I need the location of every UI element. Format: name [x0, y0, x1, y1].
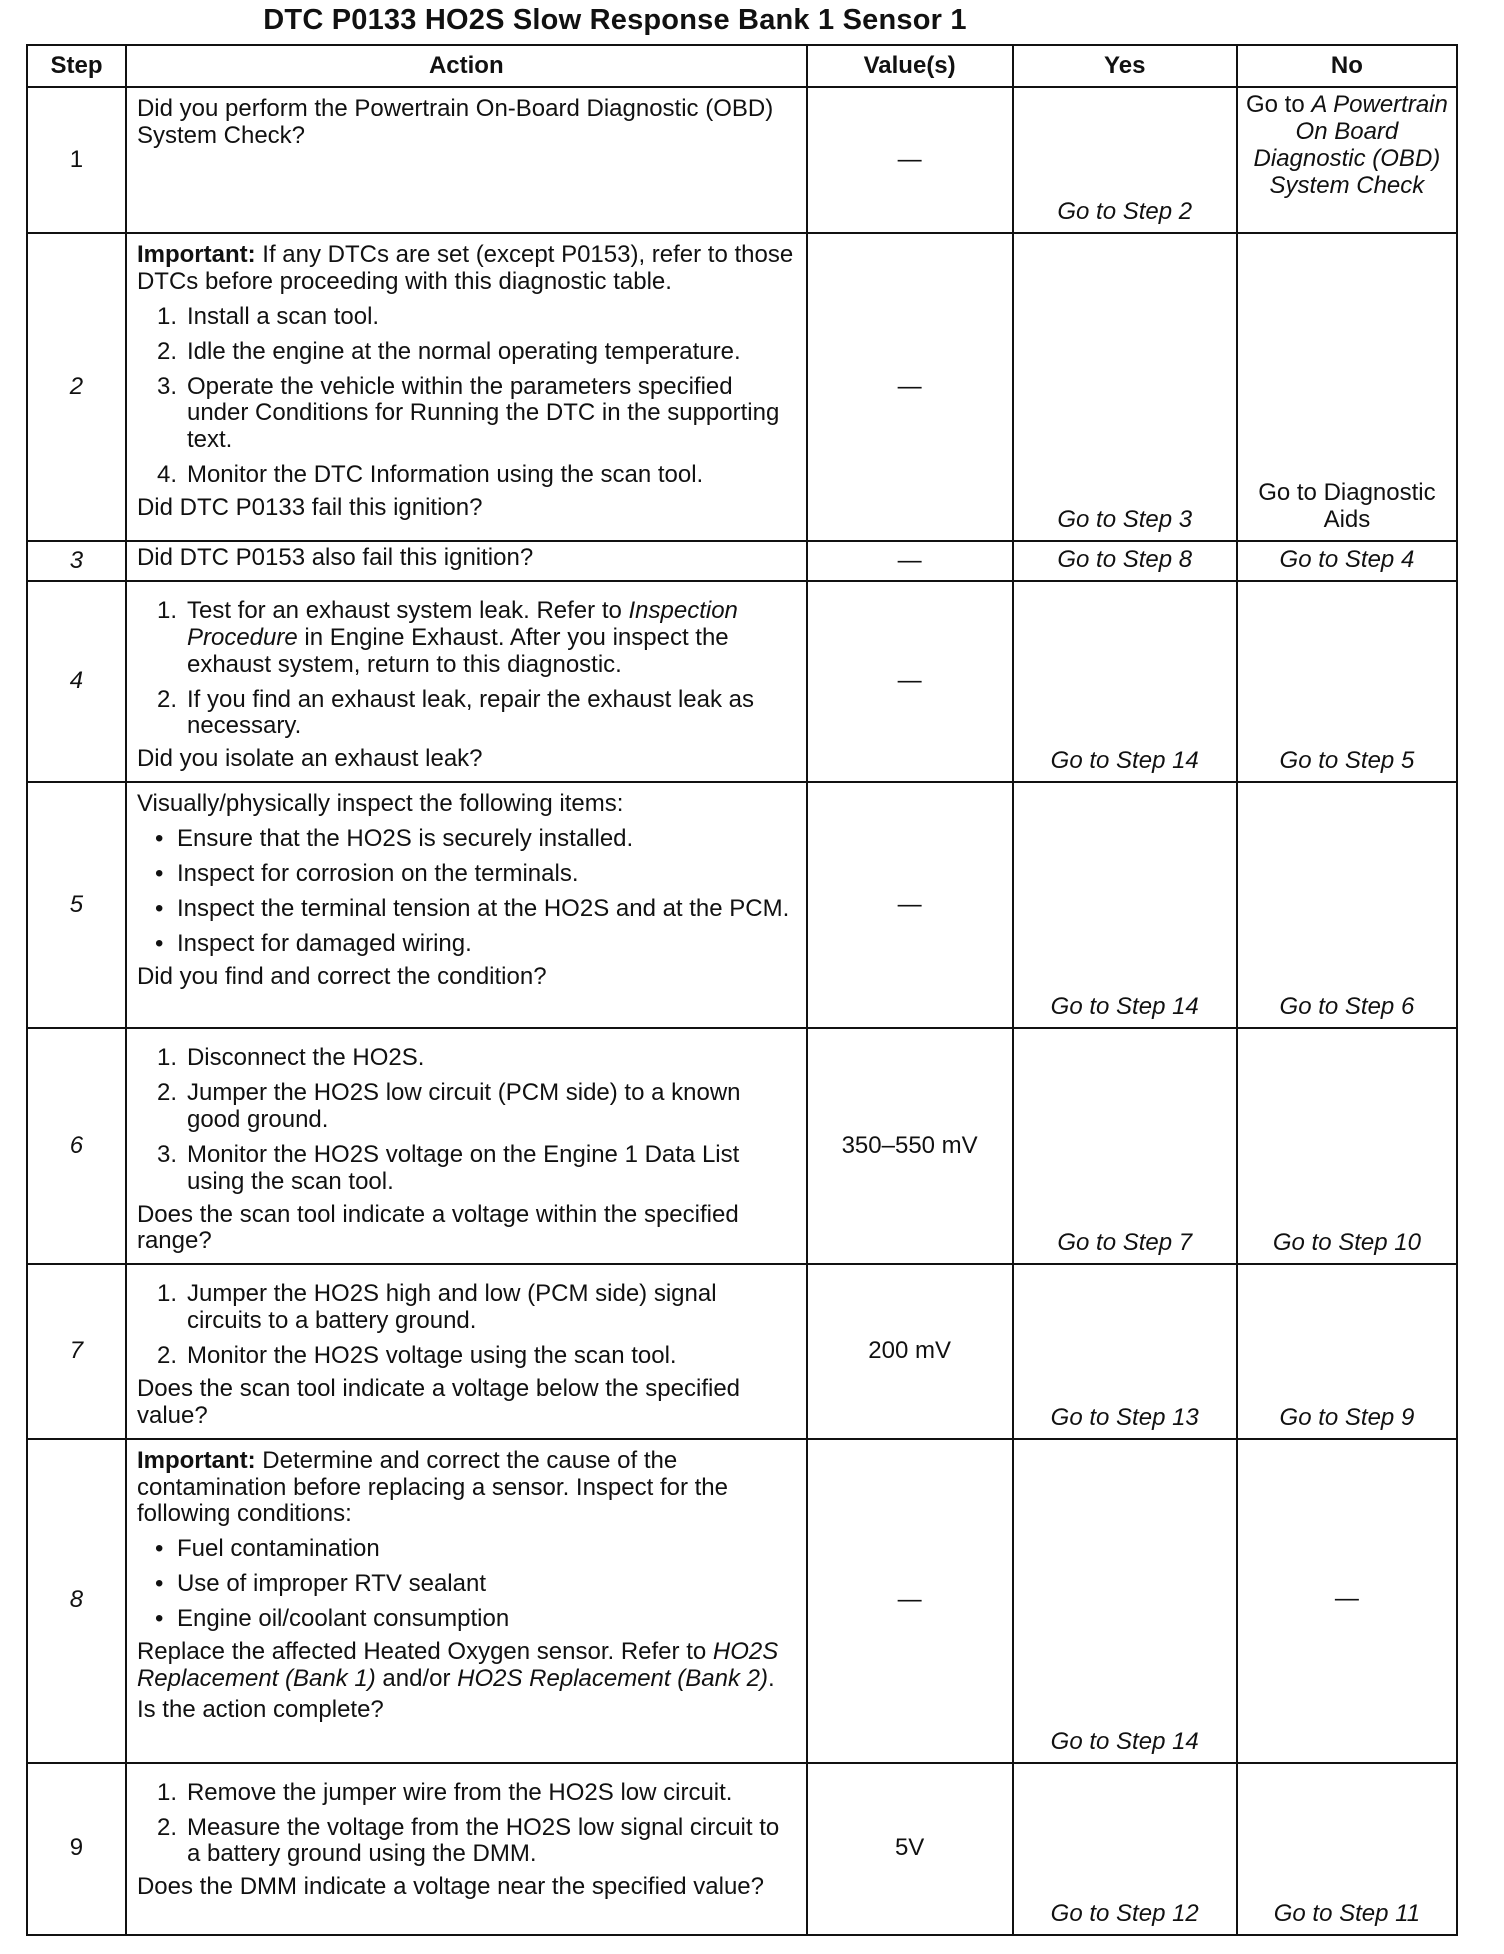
table-row: [27, 782, 1457, 1028]
page-title: DTC P0133 HO2S Slow Response Bank 1 Sensor 1: [263, 4, 967, 36]
header-step: Step: [27, 45, 126, 87]
bullet-item: • Inspect for corrosion on the terminals.: [154, 859, 579, 887]
table-row: [27, 541, 1457, 581]
value-cell: —: [807, 581, 1013, 782]
bullet-item: • Inspect the terminal tension at the HO2S and at the PCM.: [154, 894, 790, 922]
step-number: 7: [27, 1264, 126, 1438]
list-item: 1. Remove the jumper wire from the HO2S low circuit.: [156, 1778, 733, 1806]
value-cell: —: [807, 782, 1013, 1028]
header-yes: Yes: [1013, 45, 1237, 87]
table-row: [27, 1264, 1457, 1438]
list-item: 1. Test for an exhaust system leak. Refer to Inspection Procedure in Engine Exhaust. After you inspect the exhaust system, return to this diagnostic.: [156, 596, 738, 678]
value-cell: —: [807, 87, 1013, 233]
table-row: [27, 87, 1457, 233]
bullet-item: • Use of improper RTV sealant: [154, 1570, 486, 1598]
step-number: 3: [27, 541, 126, 581]
no-link[interactable]: Go to Step 10: [1237, 1028, 1457, 1264]
action-cell: [126, 541, 807, 581]
bullet-item: • Ensure that the HO2S is securely installed.: [154, 825, 634, 852]
yes-link[interactable]: Go to Step 7: [1013, 1028, 1237, 1264]
ho2s-replacement-bank2-link[interactable]: HO2S Replacement (Bank 2): [457, 1664, 768, 1692]
inspection-procedure-link[interactable]: Inspection Procedure: [186, 596, 738, 651]
step-number: 6: [27, 1028, 126, 1264]
bullet-item: • Fuel contamination: [154, 1535, 380, 1563]
no-link[interactable]: Go to Step 5: [1237, 581, 1457, 782]
action-intro: Visually/physically inspect the following items:: [136, 790, 624, 818]
action-question: Does the DMM indicate a voltage near the specified value?: [136, 1873, 764, 1901]
table-row: [27, 233, 1457, 541]
yes-link[interactable]: Go to Step 8: [1013, 541, 1237, 581]
no-link[interactable]: Go to Step 4: [1237, 541, 1457, 581]
header-no: No: [1237, 45, 1457, 87]
action-question: Did DTC P0153 also fail this ignition?: [136, 544, 534, 571]
no-link[interactable]: Go to Diagnostic Aids: [1237, 233, 1457, 541]
no-link[interactable]: Go to Step 6: [1237, 782, 1457, 1028]
action-question: Is the action complete?: [136, 1695, 384, 1723]
list-item: 1. Disconnect the HO2S.: [156, 1044, 425, 1072]
action-cell: [126, 87, 807, 233]
important-text: If any DTCs are set (except P0153), refer to those DTCs before proceeding with this diagnostic table.: [136, 241, 794, 295]
list-item: 1. Install a scan tool.: [156, 302, 380, 330]
important-label: Important:: [136, 1446, 256, 1474]
action-question: Does the scan tool indicate a voltage within the specified range?: [136, 1200, 739, 1255]
step-number: 4: [27, 581, 126, 782]
value-cell: 350–550 mV: [807, 1028, 1013, 1264]
action-cell: [126, 1028, 807, 1264]
action-question: Did you perform the Powertrain On-Board Diagnostic (OBD) System Check?: [136, 95, 774, 149]
action-cell: [126, 1264, 807, 1438]
no-prefix: Go to: [1245, 91, 1312, 118]
value-cell: —: [807, 233, 1013, 541]
yes-link[interactable]: Go to Step 14: [1013, 581, 1237, 782]
table-row: [27, 1763, 1457, 1935]
list-item: 3. Monitor the HO2S voltage on the Engine 1 Data List using the scan tool.: [156, 1140, 740, 1195]
action-cell: [126, 782, 807, 1028]
step-number: 1: [27, 87, 126, 233]
yes-link[interactable]: Go to Step 3: [1013, 233, 1237, 541]
list-item: 2. Jumper the HO2S low circuit (PCM side) to a known good ground.: [156, 1079, 741, 1133]
value-cell: 5V: [807, 1763, 1013, 1935]
bullet-item: • Engine oil/coolant consumption: [154, 1605, 510, 1632]
header-action: Action: [126, 45, 807, 87]
list-item: 2. If you find an exhaust leak, repair the exhaust leak as necessary.: [156, 685, 754, 740]
replace-instruction: Replace the affected Heated Oxygen sensor. Refer to HO2S Replacement (Bank 1) and/or HO2S Replacement (Bank 2).: [136, 1637, 779, 1692]
no-cell[interactable]: [1237, 87, 1457, 233]
ho2s-replacement-bank1-link[interactable]: HO2S Replacement (Bank 1): [136, 1637, 779, 1692]
diagnostic-table: [26, 44, 1458, 1936]
important-label: Important:: [136, 241, 256, 268]
action-cell: [126, 233, 807, 541]
value-cell: 200 mV: [807, 1264, 1013, 1438]
no-link[interactable]: A Powertrain On Board Diagnostic (OBD) System Check: [1253, 91, 1448, 199]
value-cell: —: [807, 1439, 1013, 1763]
table-header-row: [27, 45, 1457, 87]
step-number: 8: [27, 1439, 126, 1763]
table-row: [27, 1028, 1457, 1264]
yes-link[interactable]: Go to Step 14: [1013, 1439, 1237, 1763]
value-cell: —: [807, 541, 1013, 581]
header-values: Value(s): [807, 45, 1013, 87]
yes-link[interactable]: Go to Step 13: [1013, 1264, 1237, 1438]
no-link[interactable]: Go to Step 9: [1237, 1264, 1457, 1438]
action-cell: [126, 581, 807, 782]
action-question: Does the scan tool indicate a voltage below the specified value?: [136, 1374, 741, 1429]
action-question: Did you isolate an exhaust leak?: [136, 745, 483, 773]
yes-link[interactable]: Go to Step 14: [1013, 782, 1237, 1028]
no-cell: —: [1237, 1439, 1457, 1763]
action-question: Did DTC P0133 fail this ignition?: [136, 494, 483, 521]
list-item: 3. Operate the vehicle within the parameters specified under Conditions for Running the DTC in the supporting text.: [156, 372, 780, 454]
important-text: Determine and correct the cause of the contamination before replacing a sensor. Inspect for the following conditions:: [136, 1446, 728, 1528]
bullet-item: • Inspect for damaged wiring.: [154, 929, 472, 957]
no-link[interactable]: Go to Step 11: [1237, 1763, 1457, 1935]
list-item: 1. Jumper the HO2S high and low (PCM side) signal circuits to a battery ground.: [156, 1280, 717, 1335]
list-item: 4. Monitor the DTC Information using the scan tool.: [156, 461, 704, 489]
action-cell: [126, 1763, 807, 1935]
yes-link[interactable]: Go to Step 12: [1013, 1763, 1237, 1935]
action-cell: [126, 1439, 807, 1763]
yes-link[interactable]: Go to Step 2: [1013, 87, 1237, 233]
list-item: 2. Idle the engine at the normal operating temperature.: [156, 337, 741, 365]
table-row: [27, 1439, 1457, 1763]
step-number: 9: [27, 1763, 126, 1935]
table-row: [27, 581, 1457, 782]
step-number: 2: [27, 233, 126, 541]
list-item: 2. Measure the voltage from the HO2S low signal circuit to a battery ground using the DMM.: [156, 1813, 780, 1868]
step-number: 5: [27, 782, 126, 1028]
list-item: 2. Monitor the HO2S voltage using the scan tool.: [156, 1342, 677, 1369]
action-question: Did you find and correct the condition?: [136, 962, 547, 990]
